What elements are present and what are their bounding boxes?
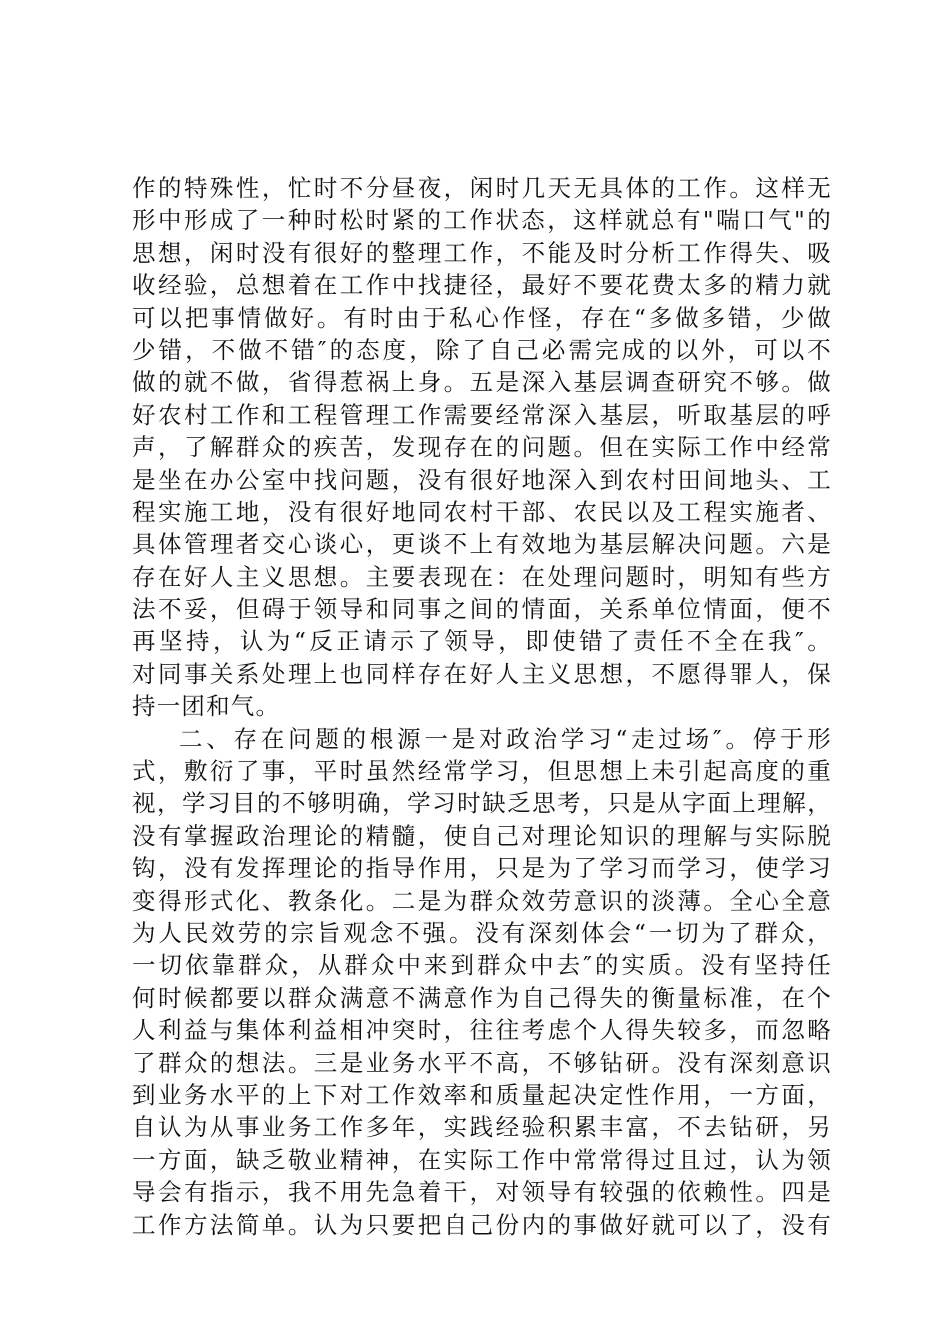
text-line-28: 了群众的想法。三是业务水平不高，不够钻研。没有深刻意识 [132, 1048, 832, 1077]
text-line-21: 没有掌握政治理论的精髓，使自己对理论知识的理解与实际脱 [132, 821, 832, 850]
text-line-27: 人利益与集体利益相冲突时，往往考虑个人得失较多，而忽略 [132, 1016, 832, 1045]
text-line-15: 再坚持，认为“反正请示了领导，即使错了责任不全在我″。 [132, 627, 832, 656]
text-line-7: 做的就不做，省得惹祸上身。五是深入基层调查研究不够。做 [132, 368, 832, 397]
text-line-9: 声，了解群众的疾苦，发现存在的问题。但在实际工作中经常 [132, 433, 832, 462]
text-line-29: 到业务水平的上下对工作效率和质量起决定性作用，一方面， [132, 1080, 832, 1109]
text-line-25: 一切依靠群众，从群众中来到群众中去″的实质。没有坚持任 [132, 951, 832, 980]
text-line-1: 作的特殊性，忙时不分昼夜，闲时几天无具体的工作。这样无 [132, 174, 832, 202]
text-line-17: 持一团和气。 [132, 692, 281, 721]
text-line-26: 何时候都要以群众满意不满意作为自己得失的衡量标准，在个 [132, 983, 832, 1012]
text-line-33: 工作方法简单。认为只要把自己份内的事做好就可以了，没有 [132, 1210, 832, 1239]
text-line-11: 程实施工地，没有很好地同农村干部、农民以及工程实施者、 [132, 497, 832, 526]
text-line-10: 是坐在办公室中找问题，没有很好地深入到农村田间地头、工 [132, 465, 832, 494]
text-line-8: 好农村工作和工程管理工作需要经常深入基层，听取基层的呼 [132, 400, 832, 429]
text-line-14: 法不妥，但碍于领导和同事之间的情面，关系单位情面，便不 [132, 595, 832, 624]
text-line-3: 思想，闲时没有很好的整理工作，不能及时分析工作得失、吸 [132, 238, 832, 267]
text-line-32: 导会有指示，我不用先急着干，对领导有较强的依赖性。四是 [132, 1178, 832, 1207]
text-line-5: 可以把事情做好。有时由于私心作怪，存在“多做多错，少做 [132, 303, 832, 332]
text-line-22: 钩，没有发挥理论的指导作用，只是为了学习而学习，使学习 [132, 854, 832, 883]
text-line-31: 一方面，缺乏敬业精神，在实际工作中常常得过且过，认为领 [132, 1145, 832, 1174]
text-line-13: 存在好人主义思想。主要表现在：在处理问题时，明知有些方 [132, 562, 832, 591]
text-line-30: 自认为从事业务工作多年，实践经验积累丰富，不去钻研，另 [132, 1113, 832, 1142]
text-line-18: 二、存在问题的根源一是对政治学习“走过场″。停于形 [179, 724, 832, 753]
text-line-12: 具体管理者交心谈心，更谈不上有效地为基层解决问题。六是 [132, 530, 832, 559]
text-line-16: 对同事关系处理上也同样存在好人主义思想，不愿得罪人，保 [132, 659, 832, 688]
text-line-20: 视，学习目的不够明确，学习时缺乏思考，只是从字面上理解， [132, 789, 832, 818]
body-text [132, 172, 832, 1241]
text-line-24: 为人民效劳的宗旨观念不强。没有深刻体会“一切为了群众， [132, 918, 832, 947]
text-line-6: 少错，不做不错″的态度，除了自己必需完成的以外，可以不 [132, 335, 832, 364]
text-line-19: 式，敷衍了事，平时虽然经常学习，但思想上未引起高度的重 [132, 757, 832, 786]
text-line-2: 形中形成了一种时松时紧的工作状态，这样就总有"喘口气"的 [132, 206, 832, 235]
text-line-23: 变得形式化、教条化。二是为群众效劳意识的淡薄。全心全意 [132, 886, 832, 915]
text-line-4: 收经验，总想着在工作中找捷径，最好不要花费太多的精力就 [132, 271, 832, 300]
